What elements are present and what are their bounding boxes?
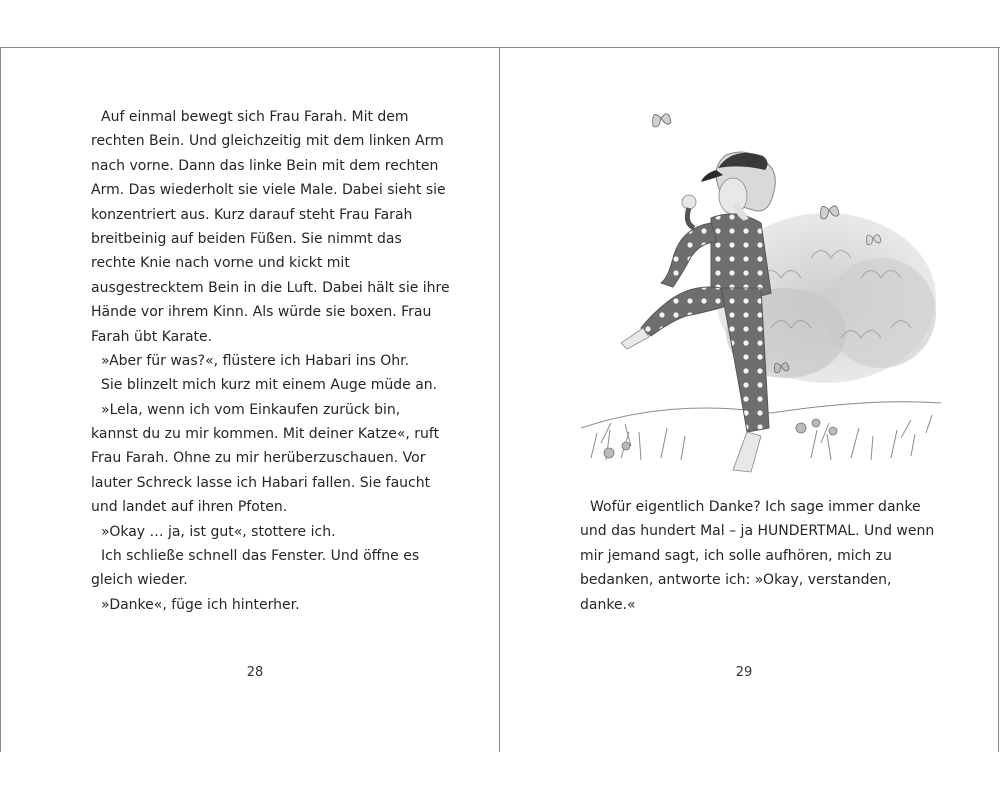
text-line: konzentriert aus. Kurz darauf steht Frau Farah [91, 206, 413, 223]
butterfly-icon [653, 114, 671, 127]
text-line: bedanken, antworte ich: »Okay, verstanden, [580, 572, 892, 589]
text-line: »Lela, wenn ich vom Einkaufen zurück bin, [101, 401, 401, 418]
right-page-text [580, 495, 935, 617]
text-line: rechte Knie nach vorne und kickt mit [91, 255, 350, 272]
page-number: 28 [246, 665, 264, 680]
text-line: ausgestrecktem Bein in die Luft. Dabei hält sie ihre [91, 279, 450, 296]
text-line: gleich wieder. [91, 572, 188, 589]
text-line: und landet auf ihren Pfoten. [91, 499, 288, 516]
text-line: mir jemand sagt, ich solle aufhören, mich zu [580, 547, 892, 564]
text-line: rechten Bein. Und gleichzeitig mit dem linken Arm [91, 133, 444, 150]
page-number: 29 [735, 665, 753, 680]
text-line: Farah übt Karate. [91, 328, 213, 345]
woman-doing-karate-kick-illustration [571, 98, 951, 488]
text-line: »Danke«, füge ich hinterher. [101, 596, 300, 613]
text-line: breitbeinig auf beiden Füßen. Sie nimmt das [91, 230, 402, 247]
text-line: und das hundert Mal – ja HUNDERTMAL. Und wenn [580, 523, 935, 540]
right-page [501, 48, 999, 752]
text-line: Wofür eigentlich Danke? Ich sage immer danke [590, 499, 921, 515]
text-line: Auf einmal bewegt sich Frau Farah. Mit dem [101, 109, 409, 125]
text-line: Sie blinzelt mich kurz mit einem Auge müde an. [101, 377, 438, 394]
text-line: »Okay … ja, ist gut«, stottere ich. [101, 523, 336, 540]
text-line: Frau Farah. Ohne zu mir herüberzuschauen. Vor [91, 450, 426, 467]
woman-figure [621, 152, 775, 472]
text-line: Arm. Das wiederholt sie viele Male. Dabei sieht sie [91, 182, 446, 199]
text-line: Hände vor ihrem Kinn. Als würde sie boxen. Frau [91, 304, 432, 321]
text-line: danke.« [580, 596, 636, 613]
left-page-text [91, 105, 450, 617]
text-line: »Aber für was?«, flüstere ich Habari ins Ohr. [101, 352, 410, 369]
left-page [0, 48, 500, 752]
text-line: Ich schließe schnell das Fenster. Und öffne es [101, 548, 420, 565]
text-line: lauter Schreck lasse ich Habari fallen. Sie faucht [91, 474, 431, 491]
flowers [604, 419, 837, 458]
text-line: kannst du zu mir kommen. Mit deiner Katze«, ruft [91, 426, 440, 443]
book-spread [0, 47, 1000, 752]
text-line: nach vorne. Dann das linke Bein mit dem rechten [91, 157, 439, 174]
